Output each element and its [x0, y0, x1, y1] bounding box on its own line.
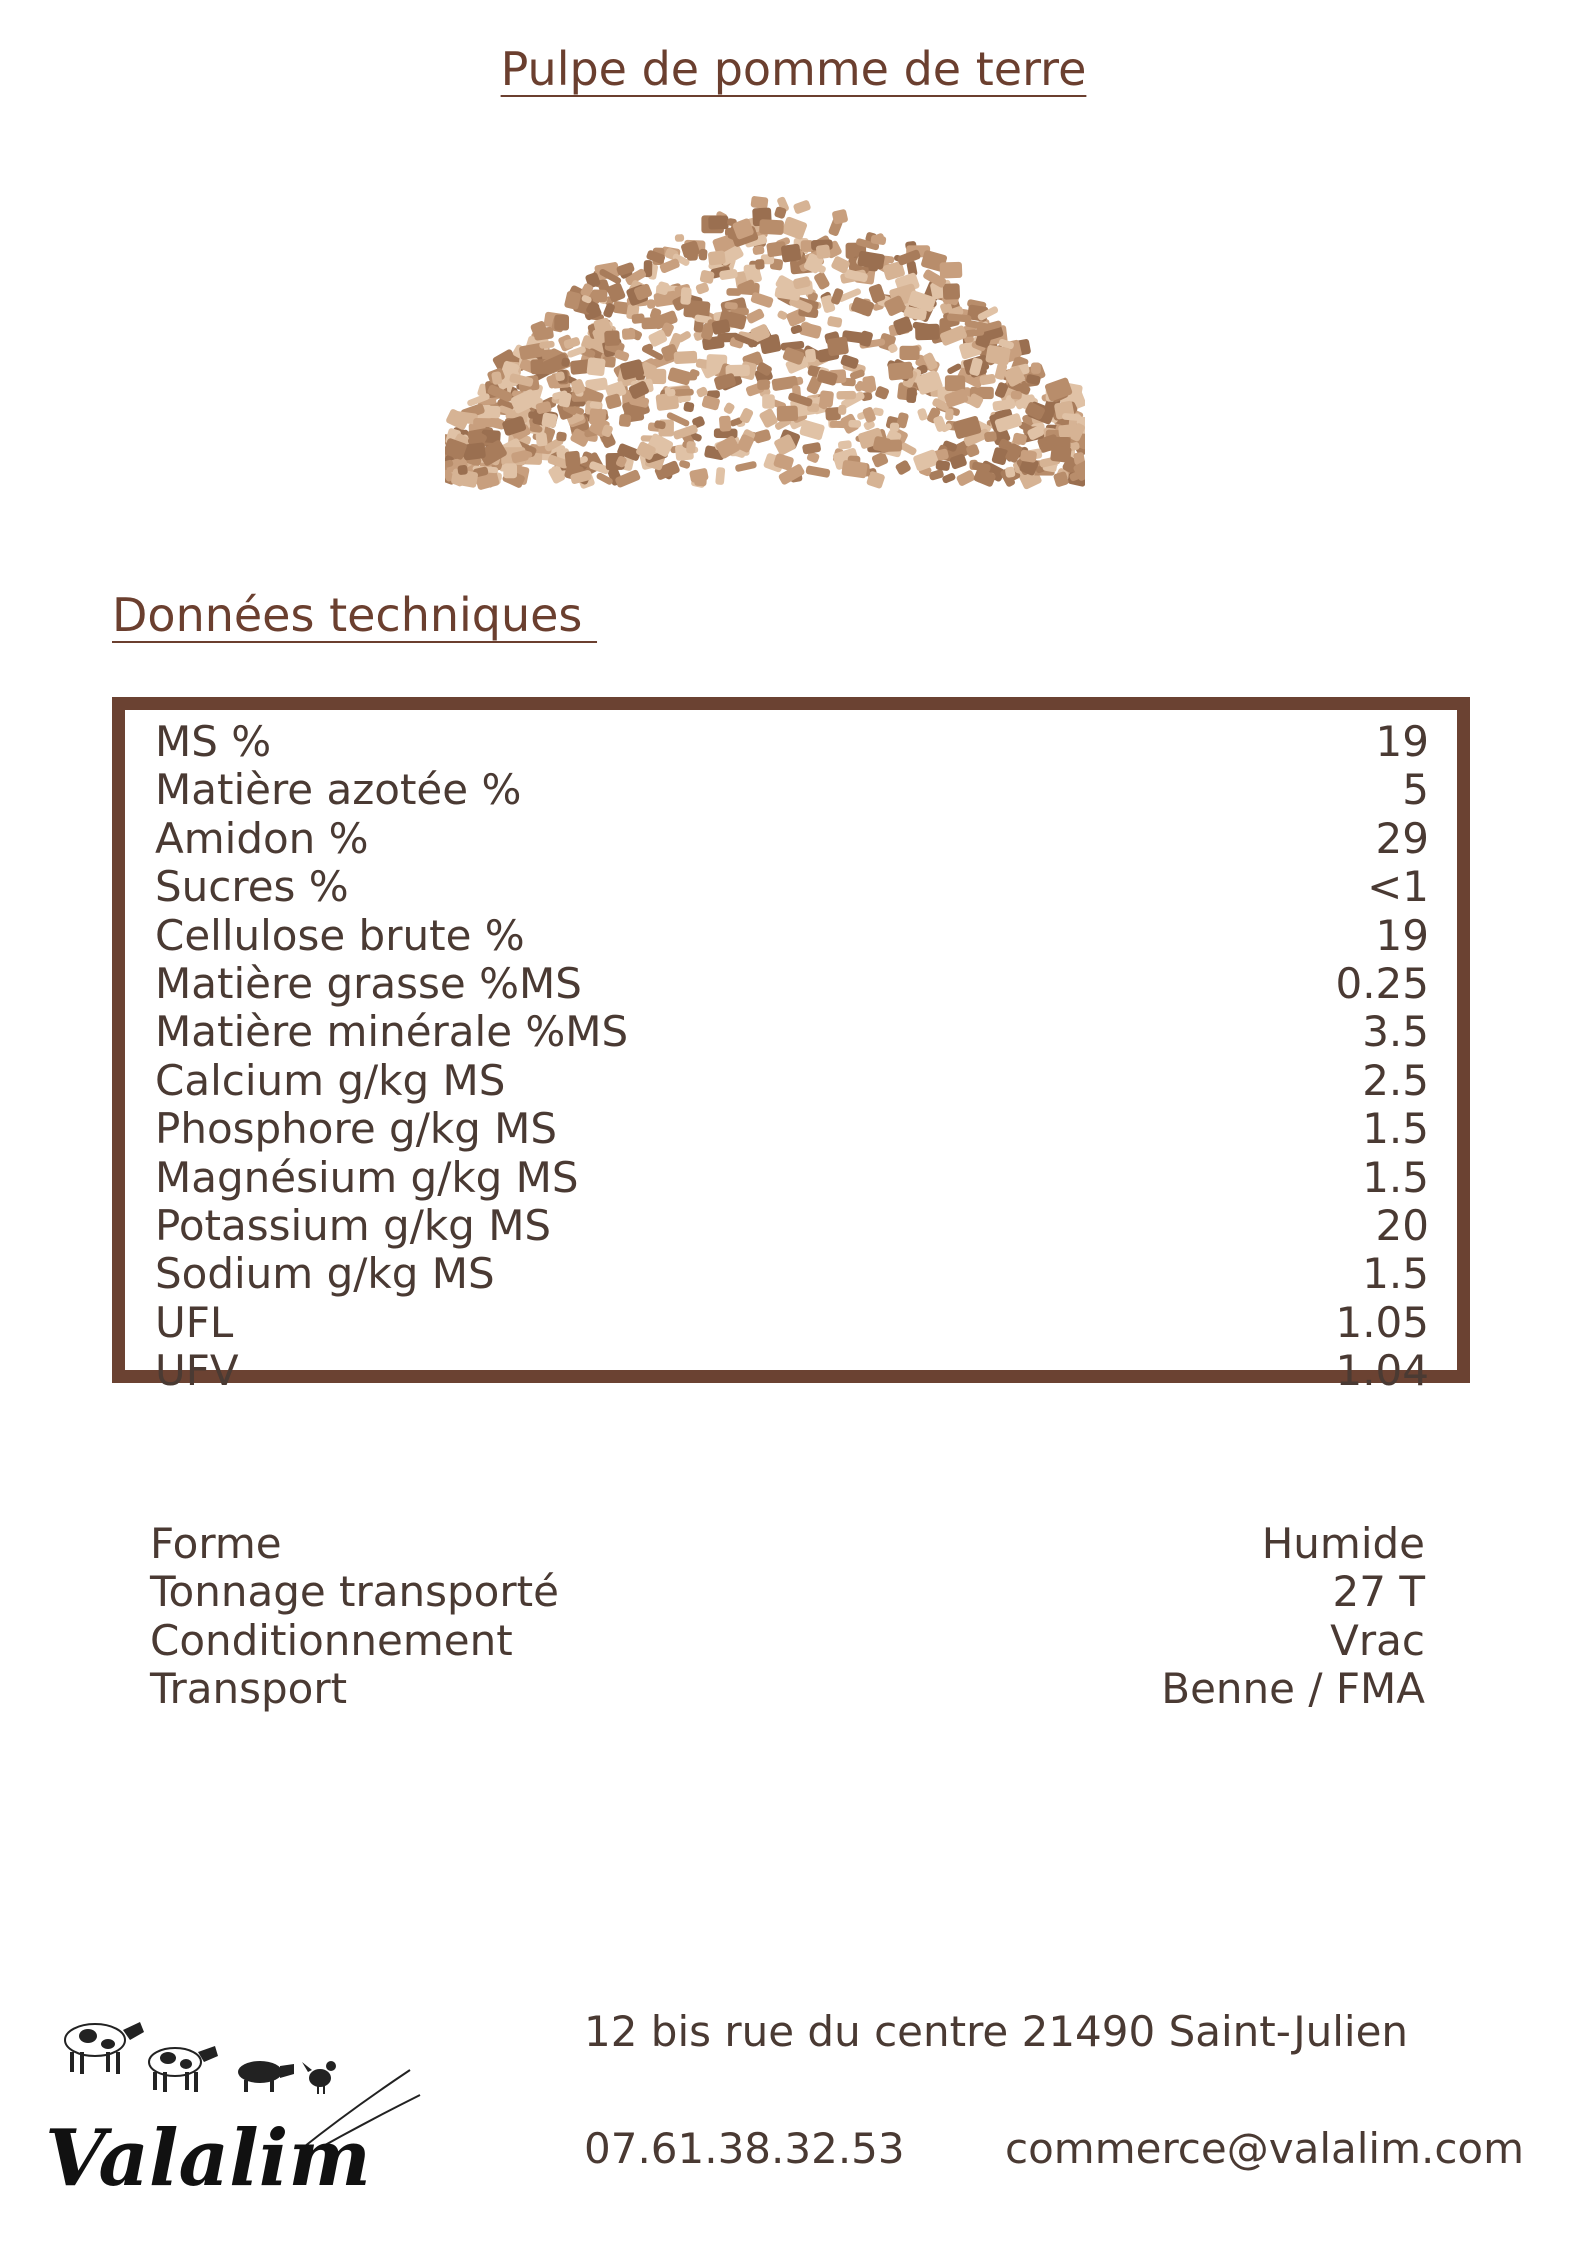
technical-data-value: 1.04 [1335, 1346, 1429, 1396]
page-title: Pulpe de pomme de terre [500, 42, 1087, 96]
technical-data-value: 3.5 [1362, 1007, 1429, 1057]
technical-data-label: Calcium g/kg MS [155, 1055, 506, 1105]
technical-data-value: 19 [1375, 910, 1429, 960]
footer-address: 12 bis rue du centre 21490 Saint-Julien [584, 2007, 1409, 2056]
technical-data-value: 1.05 [1335, 1297, 1429, 1347]
technical-data-label: Matière minérale %MS [155, 1007, 629, 1057]
valalim-logo [40, 2000, 440, 2210]
technical-data-label: Potassium g/kg MS [155, 1200, 552, 1250]
product-info-value: Humide [1261, 1519, 1425, 1568]
technical-data-label: Magnésium g/kg MS [155, 1152, 579, 1202]
pig-icon [238, 2061, 294, 2092]
technical-data-row [155, 815, 1429, 863]
cow-icon [149, 2046, 218, 2092]
technical-data-row [155, 912, 1429, 960]
technical-data-label: Matière azotée % [155, 765, 522, 815]
technical-data-label: Sodium g/kg MS [155, 1249, 495, 1299]
product-info-value: Vrac [1330, 1615, 1425, 1665]
product-info-row [150, 1617, 1425, 1665]
technical-data-box [112, 697, 1470, 1396]
technical-data-label: Sucres % [155, 862, 349, 912]
footer-email: commerce@valalim.com [1005, 2124, 1525, 2173]
product-info-label: Transport [150, 1664, 348, 1714]
technical-data-value: 1.5 [1362, 1152, 1429, 1202]
technical-data-value: 0.25 [1335, 958, 1429, 1008]
technical-data-value: 1.5 [1362, 1104, 1429, 1154]
technical-data-value: 20 [1375, 1200, 1429, 1250]
technical-data-value: 5 [1402, 765, 1429, 815]
technical-data-value: 1.5 [1362, 1249, 1429, 1299]
technical-data-value: 29 [1375, 813, 1429, 863]
technical-data-label: Cellulose brute % [155, 910, 525, 960]
technical-data-row [155, 1202, 1429, 1250]
technical-data-row [155, 863, 1429, 911]
technical-data-row [155, 1057, 1429, 1105]
product-info-label: Tonnage transporté [150, 1567, 559, 1617]
product-image [445, 160, 1085, 500]
technical-data-value: 2.5 [1362, 1055, 1429, 1105]
technical-data-label: UFV [155, 1346, 239, 1396]
product-info-value: 27 T [1332, 1567, 1425, 1617]
technical-data-row [155, 1250, 1429, 1298]
technical-data-row [155, 1154, 1429, 1202]
footer-phone: 07.61.38.32.53 [584, 2124, 905, 2173]
product-info-list [150, 1520, 1425, 1714]
technical-data-label: Phosphore g/kg MS [155, 1104, 558, 1154]
technical-data-label: MS % [155, 717, 272, 766]
technical-data-row [155, 960, 1429, 1008]
technical-data-row [155, 1299, 1429, 1347]
product-info-row [150, 1568, 1425, 1616]
cow-icon [65, 2022, 144, 2074]
technical-data-row [155, 766, 1429, 814]
technical-data-value: 19 [1375, 717, 1429, 766]
technical-data-row [155, 1008, 1429, 1056]
technical-data-row [155, 1105, 1429, 1153]
technical-data-row [155, 1347, 1429, 1395]
section-title: Données techniques [112, 588, 598, 642]
chicken-icon [302, 2061, 336, 2094]
technical-data-label: Matière grasse %MS [155, 958, 582, 1008]
technical-data-row [155, 718, 1429, 766]
product-info-row [150, 1520, 1425, 1568]
product-info-value: Benne / FMA [1161, 1664, 1425, 1714]
technical-data-label: Amidon % [155, 813, 369, 863]
product-info-label: Forme [150, 1519, 282, 1568]
technical-data-list [155, 710, 1429, 1395]
logo-text: Valalim [45, 2113, 371, 2204]
pulp-pile [445, 196, 1085, 491]
product-info-label: Conditionnement [150, 1615, 513, 1665]
technical-data-value: <1 [1367, 862, 1429, 912]
product-info-row [150, 1665, 1425, 1713]
technical-data-label: UFL [155, 1297, 234, 1347]
